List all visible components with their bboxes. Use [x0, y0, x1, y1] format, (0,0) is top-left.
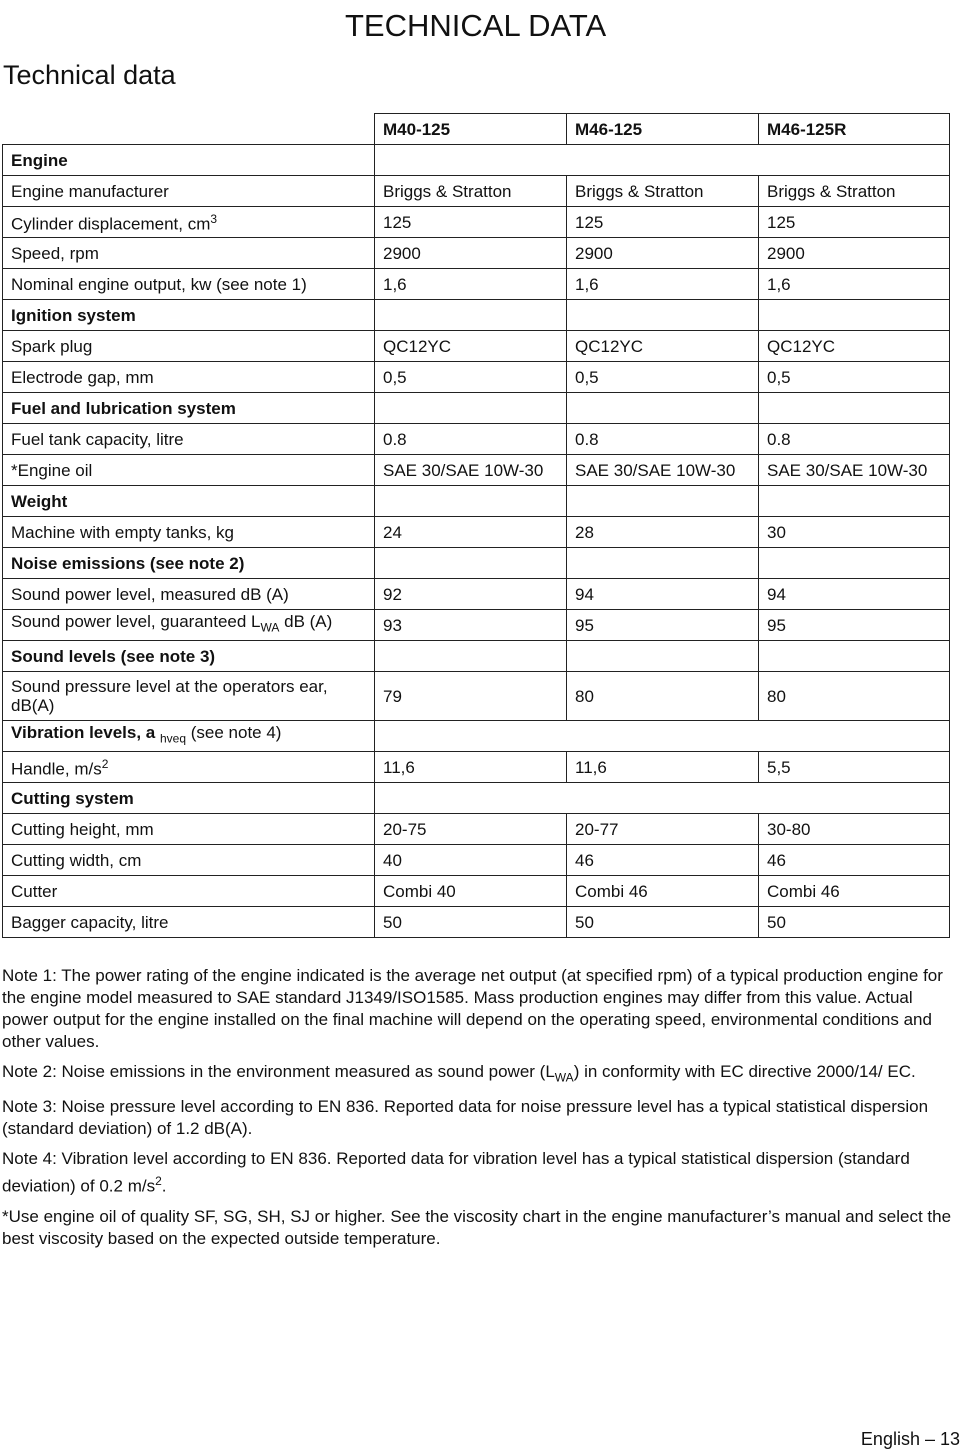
- row-label: Spark plug: [3, 331, 375, 362]
- cell-value: Combi 46: [567, 876, 759, 907]
- group-empty-cell: [567, 641, 759, 672]
- cell-value: 28: [567, 517, 759, 548]
- cell-value: 94: [759, 579, 950, 610]
- group-empty-cell: [567, 548, 759, 579]
- notes-section: [2, 965, 957, 1258]
- row-label: Machine with empty tanks, kg: [3, 517, 375, 548]
- column-header: M40-125: [375, 114, 567, 145]
- table-row: [3, 610, 950, 641]
- cell-value: Briggs & Stratton: [567, 176, 759, 207]
- group-empty-cell: [759, 486, 950, 517]
- cell-value: 125: [759, 207, 950, 238]
- column-header: M46-125: [567, 114, 759, 145]
- cell-value: 5,5: [759, 752, 950, 783]
- cell-value: 20-75: [375, 814, 567, 845]
- cell-value: 50: [375, 907, 567, 938]
- note-2: Note 2: Noise emissions in the environment measured as sound power $(L_{WA})$ in conformity with EC directive 2000/14/ EC.: [2, 1062, 916, 1085]
- cell-value: 2900: [375, 238, 567, 269]
- table-row: [3, 238, 950, 269]
- cell-value: QC12YC: [759, 331, 950, 362]
- group-empty-cell: [759, 548, 950, 579]
- cell-value: SAE 30/SAE 10W-30: [375, 455, 567, 486]
- group-label: Fuel and lubrication system: [3, 393, 375, 424]
- table-row: [3, 176, 950, 207]
- group-label: Cutting system: [3, 783, 375, 814]
- group-empty-cell: [375, 721, 950, 752]
- row-label: Nominal engine output, kw (see note 1): [3, 269, 375, 300]
- table-row: [3, 269, 950, 300]
- group-empty-cell: [375, 548, 567, 579]
- group-empty-cell: [375, 393, 567, 424]
- group-empty-cell: [567, 486, 759, 517]
- cell-value: 20-77: [567, 814, 759, 845]
- row-label: Cutting height, mm: [3, 814, 375, 845]
- group-row-engine: [3, 145, 950, 176]
- cell-value: 2900: [567, 238, 759, 269]
- technical-data-table: [2, 113, 950, 938]
- cell-value: 46: [567, 845, 759, 876]
- cell-value: 0.8: [759, 424, 950, 455]
- cell-value: 40: [375, 845, 567, 876]
- cell-value: 1,6: [375, 269, 567, 300]
- group-label: Ignition system: [3, 300, 375, 331]
- engine-oil-note: *Use engine oil of quality SF, SG, SH, SJ or higher. See the viscosity chart in the engine manufacturer’s manual and select the best viscosity based on the expected outside temperature.: [2, 1207, 952, 1249]
- row-label: Cylinder displacement, $cm^3$: [3, 207, 375, 238]
- group-empty-cell: [759, 393, 950, 424]
- cell-value: QC12YC: [567, 331, 759, 362]
- group-label: Noise emissions (see note 2): [3, 548, 375, 579]
- row-label: Bagger capacity, litre: [3, 907, 375, 938]
- table-header-row: [3, 114, 950, 145]
- group-empty-cell: [567, 300, 759, 331]
- cell-value: Briggs & Stratton: [375, 176, 567, 207]
- cell-value: 93: [375, 610, 567, 641]
- group-row-cutting: [3, 783, 950, 814]
- cell-value: 46: [759, 845, 950, 876]
- cell-value: 50: [759, 907, 950, 938]
- cell-value: 1,6: [759, 269, 950, 300]
- cell-value: Combi 40: [375, 876, 567, 907]
- cell-value: 11,6: [567, 752, 759, 783]
- cell-value: 80: [759, 672, 950, 721]
- cell-value: 0,5: [567, 362, 759, 393]
- group-empty-cell: [375, 300, 567, 331]
- group-empty-cell: [375, 783, 950, 814]
- cell-value: 79: [375, 672, 567, 721]
- table-row: [3, 845, 950, 876]
- group-empty-cell: [375, 486, 567, 517]
- group-label: Vibration levels, a $_{hveq}$ (see note 4): [3, 721, 375, 752]
- cell-value: 50: [567, 907, 759, 938]
- group-label: Sound levels (see note 3): [3, 641, 375, 672]
- table-row: [3, 424, 950, 455]
- group-empty-cell: [759, 300, 950, 331]
- row-label: Sound power level, measured dB (A): [3, 579, 375, 610]
- cell-value: 94: [567, 579, 759, 610]
- cell-value: 125: [567, 207, 759, 238]
- cell-value: 0,5: [759, 362, 950, 393]
- cell-value: SAE 30/SAE 10W-30: [567, 455, 759, 486]
- cell-value: 1,6: [567, 269, 759, 300]
- row-label: Fuel tank capacity, litre: [3, 424, 375, 455]
- group-row-vibration: [3, 721, 950, 752]
- table-row: [3, 331, 950, 362]
- group-row-fuel: [3, 393, 950, 424]
- group-label: Engine: [3, 145, 375, 176]
- note-4: Note 4: Vibration level according to EN 836. Reported data for vibration level has a typical statistical dispersion (standard deviation) of 0.2 $m/s^2$.: [2, 1149, 910, 1197]
- table-row: [3, 517, 950, 548]
- page-footer: English – 13: [860, 1429, 960, 1449]
- cell-value: 30: [759, 517, 950, 548]
- cell-value: 11,6: [375, 752, 567, 783]
- table-row: [3, 814, 950, 845]
- group-row-weight: [3, 486, 950, 517]
- cell-value: 0,5: [375, 362, 567, 393]
- cell-value: Combi 46: [759, 876, 950, 907]
- cell-value: 95: [759, 610, 950, 641]
- column-header: M46-125R: [759, 114, 950, 145]
- cell-value: SAE 30/SAE 10W-30: [759, 455, 950, 486]
- cell-value: 125: [375, 207, 567, 238]
- row-label: Cutter: [3, 876, 375, 907]
- group-row-ignition: [3, 300, 950, 331]
- table-row: [3, 672, 950, 721]
- cell-value: Briggs & Stratton: [759, 176, 950, 207]
- table-row: [3, 579, 950, 610]
- cell-value: 92: [375, 579, 567, 610]
- group-empty-cell: [567, 393, 759, 424]
- cell-value: 2900: [759, 238, 950, 269]
- row-label: Cutting width, cm: [3, 845, 375, 876]
- group-label: Weight: [3, 486, 375, 517]
- row-label: Sound power level, guaranteed $L_{WA}$ dB (A): [3, 610, 375, 641]
- group-empty-cell: [759, 641, 950, 672]
- row-label: Sound pressure level at the operators ear, dB(A): [3, 672, 375, 721]
- table-row: [3, 455, 950, 486]
- group-empty-cell: [375, 641, 567, 672]
- group-row-noise: [3, 548, 950, 579]
- cell-value: 0.8: [375, 424, 567, 455]
- cell-value: 0.8: [567, 424, 759, 455]
- page-header: TECHNICAL DATA: [345, 8, 607, 43]
- note-3: Note 3: Noise pressure level according to EN 836. Reported data for noise pressure level has a typical statistical dispersion (standard deviation) of 1.2 dB(A).: [2, 1097, 929, 1139]
- table-row: [3, 876, 950, 907]
- table-row: [3, 907, 950, 938]
- group-empty-cell: [375, 145, 950, 176]
- row-label: Engine manufacturer: [3, 176, 375, 207]
- table-row: [3, 207, 950, 238]
- row-label: *Engine oil: [3, 455, 375, 486]
- note-1: Note 1: The power rating of the engine indicated is the average net output (at specified rpm) of a typical production engine for the engine model measured to SAE standard J1349/ISO1585. Mass production engines may differ from this value. Actual power output for the engine installed on the final machine will depend on the operating speed, environmental conditions and other values.: [2, 966, 943, 1051]
- row-label: Speed, rpm: [3, 238, 375, 269]
- cell-value: 30-80: [759, 814, 950, 845]
- cell-value: 24: [375, 517, 567, 548]
- cell-value: QC12YC: [375, 331, 567, 362]
- section-title: Technical data: [3, 60, 176, 90]
- table-row: [3, 752, 950, 783]
- group-row-sound-levels: [3, 641, 950, 672]
- cell-value: 95: [567, 610, 759, 641]
- cell-value: 80: [567, 672, 759, 721]
- header-empty-cell: [3, 114, 375, 145]
- row-label: Electrode gap, mm: [3, 362, 375, 393]
- table-row: [3, 362, 950, 393]
- row-label: Handle, $m/s^2$: [3, 752, 375, 783]
